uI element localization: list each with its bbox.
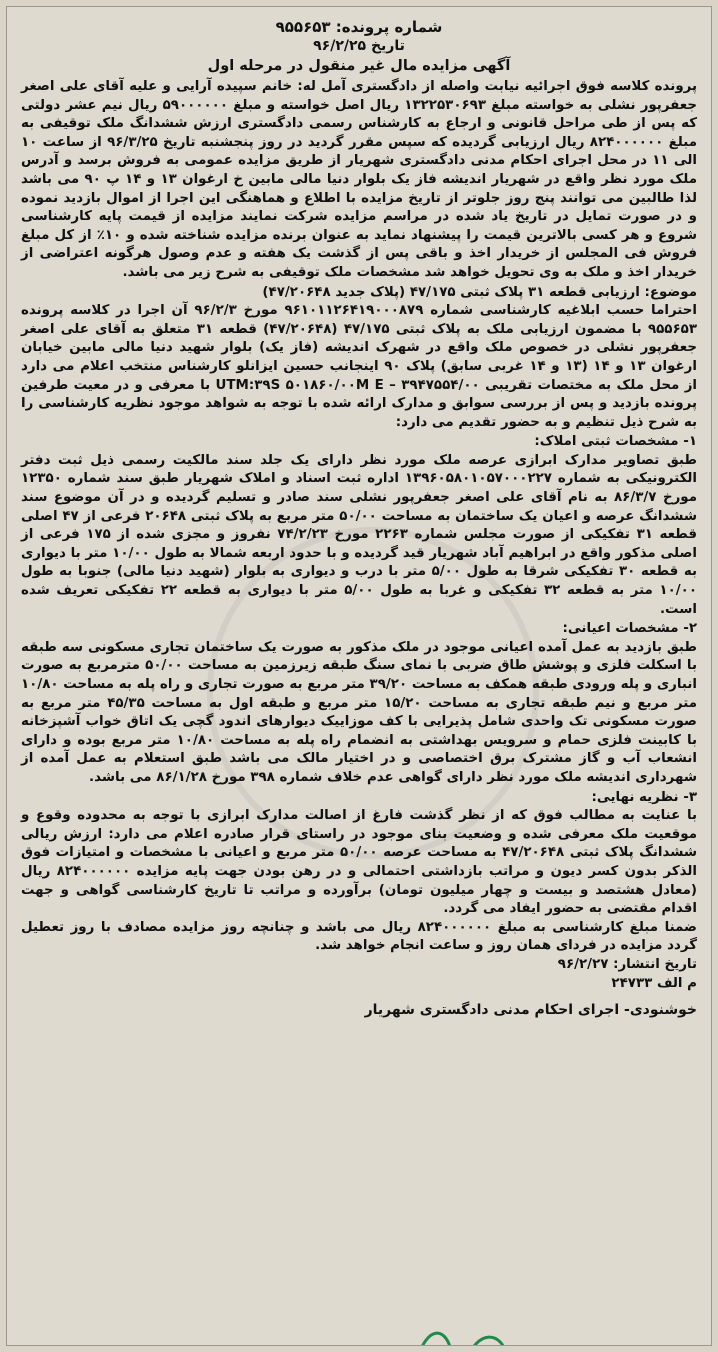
green-signature-mark bbox=[407, 1305, 547, 1346]
section-3-body: با عنایت به مطالب فوق که از نظر گذشت فارغ از اصالت مدارک ابرازی با توجه به محدوده وقوع و موقعیت ملک معرفی شده و وضعیت بنای موجود در راستای قرار صادره اعلام می دارد: ارزش ریالی ششدانگ پلاک ثبتی ۴۷/۲۰۶۴۸ به مساحت عرصه ۵۰/۰۰ متر مربع و اعیانی با مشخصات و امتیازات فوق الذکر بدون کسر دیون و مراتب بازداشتی احتمالی و در رهن بودن جهت پایه مزایده ۸۲۴۰۰۰۰۰۰ ریال (معادل هشتصد و بیست و چهار میلیون تومان) برآورده و مراتب تا تاریخ کارشناسی گواهی و جهت اقدام مقتضی به حضور ایفاد می گردد. bbox=[21, 808, 698, 917]
notice-date: تاریخ ۹۶/۲/۲۵ bbox=[313, 38, 405, 54]
signature-line: خوشنودی- اجرای احکام مدنی دادگستری شهریار bbox=[364, 1002, 697, 1019]
auction-notice bbox=[21, 17, 697, 1020]
notice-title: آگهی مزایده مال غیر منقول در مرحله اول bbox=[207, 58, 511, 74]
subject-line: موضوع: ارزیابی قطعه ۳۱ پلاک ثبتی ۴۷/۱۷۵ (پلاک جدید ۴۷/۲۰۶۴۸) bbox=[262, 284, 697, 300]
newspaper-clipping bbox=[6, 6, 712, 1346]
body-paragraph: احتراما حسب ابلاغیه کارشناسی شماره ۹۶۱۰۱۱۲۶۴۱۹۰۰۰۸۷۹ مورخ ۹۶/۲/۳ آن اجرا در کلاسه پرونده ۹۵۵۶۵۳ با مضمون ارزیابی ملک به پلاک ثبتی ۴۷/۱۷۵ (۴۷/۲۰۶۴۸) قطعه ۳۱ متعلق به آقای علی اصغر جعفرپور نشلی در خصوص ملک واقع در شهرک اندیشه (فاز یک) بلوار شهید دنیا مالی مابین خیابان ارغوان ۱۳ و ۱۴ (۱۳ و ۱۴ غربی سابق) پلاک ۹۰ اینجانب حسین ایزانلو کارشناس منتخب اعلام می دارد از محل ملک به مختصات تقریبی UTM:۳۹S ۵۰۱۸۶۰/۰۰M E – ۳۹۴۷۵۵۴/۰۰ با معرفی و در معیت طرفین پرونده بازدید و پس از بررسی سوابق و مدارک ارائه شده با توجه به شواهد موجود نظریه کارشناسی را به شرح ذیل تنظیم و به حضور تقدیم می دارد: bbox=[21, 303, 698, 430]
closing-paragraph: ضمنا مبلغ کارشناسی به مبلغ ۸۲۴۰۰۰۰۰۰ ریال می باشد و چنانچه روز مزایده مصادف با روز تعطیل گردد مزایده در فردای همان روز و ساعت انجام خواهد شد. bbox=[21, 919, 697, 954]
section-1-body: طبق تصاویر مدارک ابرازی عرصه ملک مورد نظر دارای یک جلد سند مالکیت رسمی ذیل ثبت دفتر الکترونیکی به شماره ۱۳۹۶۰۵۸۰۱۰۵۷۰۰۰۲۲۷ اداره ثبت اسناد و املاک شهریار طبق سند شماره ۱۲۳۵۰ مورخ ۸۶/۳/۷ به نام آقای علی اصغر جعفرپور نشلی سند صادر و تسلیم گردیده و در آن موضوع سند ششدانگ عرصه و اعیان یک ساختمان به مساحت ۵۰/۰۰ متر مربع به پلاک ثبتی ۲۰۶۴۸ فرعی از ۴۷ اصلی قطعه ۳۱ تفکیکی از صورت مجلس شماره ۲۲۶۳ مورخ ۷۴/۲/۲۳ نفروز و مجزی شده از ۱۷۵ فرعی از اصلی مذکور واقع در ابراهیم آباد شهریار قید گردیده و با حدود اربعه شمالا به طول ۱۰/۰۰ متر با دیواری به قطعه ۳۰ تفکیکی شرقا به طول ۵/۰۰ متر با درب و دیواری به بلوار (شهید دنیا مالی) جنوبا به طول ۱۰/۰۰ متر به قطعه ۳۲ تفکیکی و غربا به طول ۵/۰۰ متر با دیواری به قطعه ۲۲ تفکیکی تعریف شده است. bbox=[21, 452, 698, 617]
publish-date: تاریخ انتشار: ۹۶/۲/۲۷ bbox=[557, 956, 697, 972]
section-2-body: طبق بازدید به عمل آمده اعیانی موجود در ملک مذکور به صورت یک ساختمان تجاری مسکونی سه طبقه با اسکلت فلزی و پوشش طاق ضربی با نمای سنگ طبقه زیرزمین به مساحت ۵۰/۰۰ مترمربع به صورت انباری و پله ورودی طبقه همکف به مساحت ۳۹/۲۰ متر مربع به صورت تجاری و راه پله به مساحت ۱۰/۸۰ متر مربع و نیم طبقه تجاری به مساحت ۱۵/۲۰ متر مربع و طبقه اول به مساحت ۴۵/۳۵ متر مربع به صورت مسکونی تک واحدی شامل پذیرایی با کف موزاییک دیوارهای اندود گچی یک اتاق خواب آشپزخانه با کابینت فلزی حمام و سرویس بهداشتی به انضمام راه پله به مساحت ۱۰/۸۰ متر مربع بوده و دارای انشعاب آب و گاز مشترک برق اختصاصی و در اختیار مالک می باشد طبق استعلام به عمل آمده از شهرداری اندیشه ملک مورد نظر دارای گواهی عدم خلاف شماره ۳۹۸ مورخ ۸۶/۱/۲۸ می باشد. bbox=[21, 639, 697, 785]
section-2-title: ۲- مشخصات اعیانی: bbox=[562, 621, 697, 637]
reference-code: م الف ۲۴۷۳۳ bbox=[611, 975, 697, 991]
section-1-title: ۱- مشخصات ثبتی املاک: bbox=[534, 434, 697, 450]
intro-paragraph: پرونده کلاسه فوق اجرائیه نیابت واصله از دادگستری آمل له: خانم سپیده آرایی و علیه آقای علی اصغر جعفرپور نشلی به خواسته مبلغ ۱۳۲۲۵۳۰۶۹۳ ریال اصل خواسته و مبلغ ۵۹۰۰۰۰۰۰ ریال نیم عشر دولتی که پس از طی مراحل قانونی و ارجاع به کارشناس رسمی دادگستری ارزش ششدانگ ملک توقیفی به مبلغ ۸۲۴۰۰۰۰۰۰ ریال ارزیابی گردیده که سپس مقرر گردید در روز پنجشنبه تاریخ ۹۶/۳/۲۵ از ساعت ۱۰ الی ۱۱ در محل اجرای احکام مدنی دادگستری شهریار از طریق مزایده عمومی به فروش برسد و آدرس ملک مورد نظر واقع در شهریار اندیشه فاز یک بلوار دنیا مالی مابین خ ارغوان ۱۳ و ۱۴ پ ۹۰ می باشد لذا طالبین می توانند پنج روز جلوتر از تاریخ مزایده با اطلاع و هماهنگی این اجرا از اموال بازدید نموده و در صورت تمایل در تاریخ یاد شده در مراسم مزایده شرکت نمایند مزایده از قیمت پایه کارشناسی شروع و هر کسی بالاترین قیمت را پیشنهاد نماید به عنوان برنده مزایده شناخته شده و ۱۰٪ از کل مبلغ فروش فی المجلس از خریدار اخذ و باقی پس از گذشت یک هفته و عدم وصول هرگونه اعتراضی از خریدار اخذ و ملک به وی تحویل خواهد شد مشخصات ملک توقیفی به شرح زیر می باشد. bbox=[21, 79, 698, 280]
case-number: شماره پرونده: ۹۵۵۶۵۳ bbox=[275, 18, 443, 36]
section-3-title: ۳- نظریه نهایی: bbox=[591, 789, 697, 805]
